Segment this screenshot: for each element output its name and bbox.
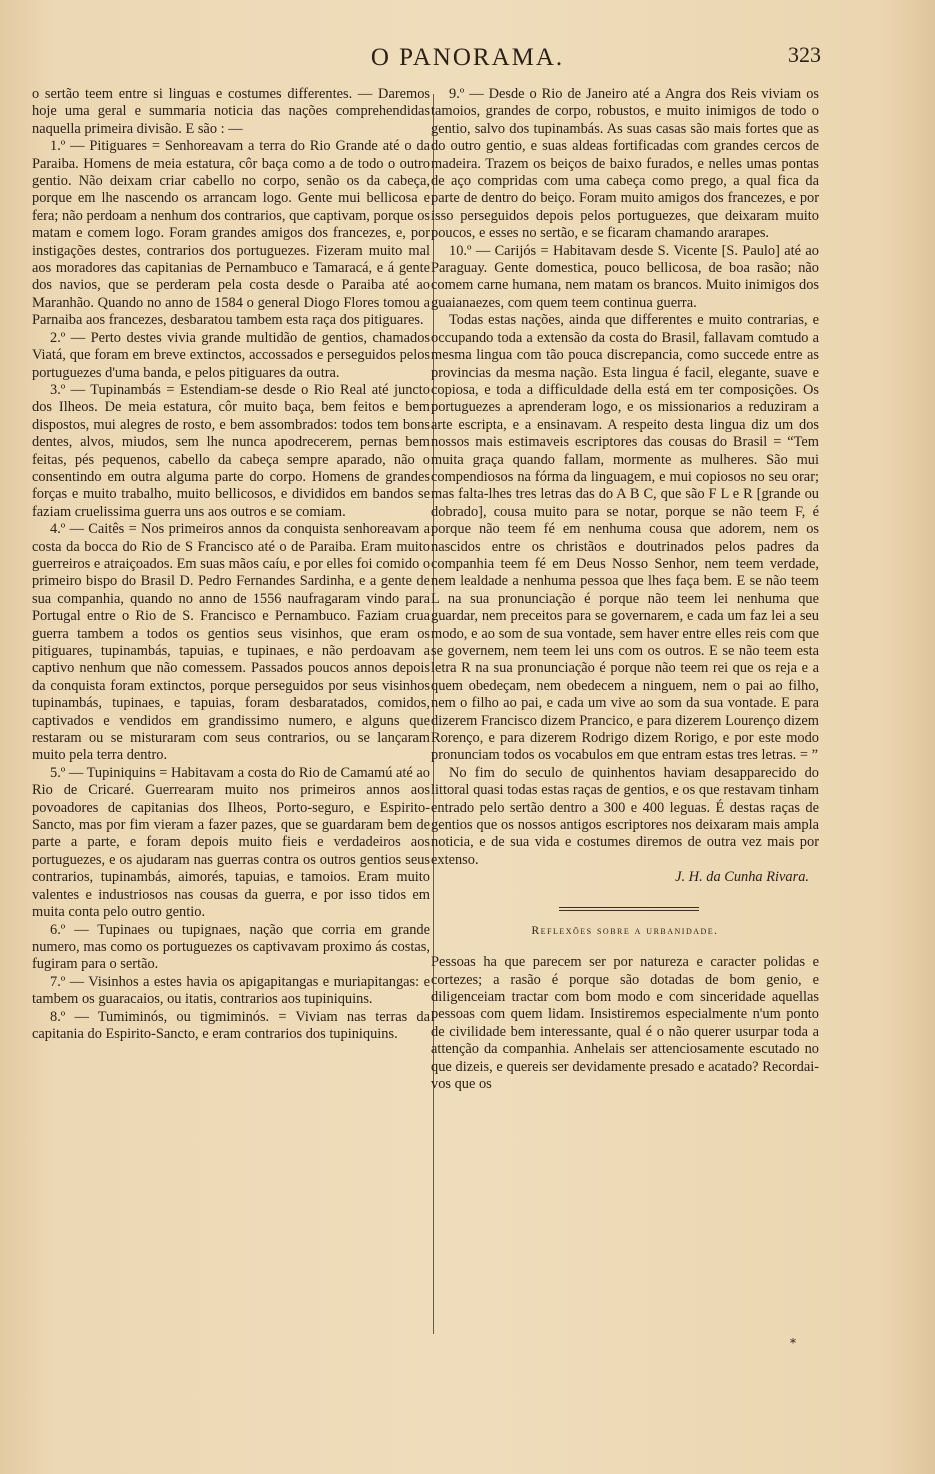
paragraph: o sertão teem entre si linguas e costumes differentes. — Daremos hoje uma geral e summaria noticia das nações comprehendidas naquella primeira divisão. E são : — [32,86,430,137]
left-column [32,86,430,1043]
footer-mark: * [790,1336,796,1350]
paragraph: 8.º — Tumiminós, ou tigmiminós. = Viviam nas terras da capitania do Espirito-Sancto, e eram contrarios dos tupiniquins. [32,1008,430,1042]
paragraph: No fim do seculo de quinhentos haviam desapparecido do littoral quasi todas estas raças de gentios, e os que restavam tinham entrado pelo sertão dentro a 300 e 400 leguas. É destas raças de gentios que os nossos antigos escriptores nos deixaram mais ampla noticia, e de sua vida e costumes diremos de outra vez mais por extenso. [431,764,819,868]
paragraph: 6.º — Tupinaes ou tupignaes, nação que corria em grande numero, mas como os portuguezes os captivavam proximo ás costas, fugiram para o sertão. [32,921,430,973]
paragraph: Pessoas ha que parecem ser por natureza e caracter polidas e cortezes; a rasão é porque são dotadas de bom genio, e diligenceiam tractar com bom modo e com sinceridade aquellas pessoas com quem lidam. Insistiremos especialmente n'um ponto de civilidade bem interessante, qual é o não querer usurpar toda a attenção da companhia. Anhelais ser attenciosamente escutado no que dizeis, e quereis ser devidamente presado e acatado? Recordai-vos que os [431,954,819,1092]
paragraph: 7.º — Visinhos a estes havia os apigapitangas e muriapitangas: e tambem os guaracaios, ou itatis, contrarios aos tupiniquins. [32,973,430,1008]
page-number: 323 [788,42,821,67]
paragraph: 5.º — Tupiniquins = Habitavam a costa do Rio de Camamú até ao Rio de Cricaré. Guerrearam muito nos primeiros annos aos povoadores de capitanias dos Ilheos, Porto-seguro, e Espirito-Sancto, mas por fim vieram a fazer pazes, que se guardaram bem de parte a parte, e foram depois muito fieis e verdadeiros aos portuguezes, e os ajudaram nas guerras contra os outros gentios seus contrarios, tupinambás, aimorés, tapuias, e tamoios. Eram muito valentes e industriosos nas cousas da guerra, e por isso tidos em muita conta pelo outro gentio. [32,764,430,921]
paragraph: Todas estas nações, ainda que differentes e muito contrarias, e occupando toda a extensão da costa do Brasil, fallavam comtudo a mesma lingua com tão pouca discrepancia, como succede entre as provincias da mesma nação. Esta lingua é facil, elegante, suave e copiosa, e toda a difficuldade della está em ter composições. Os portuguezes a aprenderam logo, e os missionarios a reduziram a arte escripta, e a ensinavam. A respeito desta lingua diz um dos nossos mais estimaveis escriptores das cousas do Brasil = “Tem muita graça quando fallam, mormente as mulheres. São mui compendiosos na fórma da linguagem, e mui copiosos no seu orar; mas falta-lhes tres letras das do A B C, que são F L e R [grande ou dobrado], cousa muito para se notar, porque se não teem F, é porque não teem fé em nenhuma cousa que adorem, nem os nascidos entre os christãos e doutrinados pelos padres da companhia teem fé em Deus Nosso Senhor, nem teem verdade, nem lealdade a nenhuma pessoa que lhes faça bem. E se não teem L na sua pronunciação é porque não teem lei nenhuma que guardar, nem preceitos para se governarem, e cada um faz lei a seu modo, e ao som de sua vontade, sem haver entre elles reis com que se governem, nem teem lei uns com os outros. E se não teem esta letra R na sua pronunciação é porque não teem rei que os reja e a quem obedeçam, nem obedecem a ninguem, nem o pai ao filho, nem o filho ao pai, e cada um vive ao som da sua vontade. E para dizerem Francisco dizem Prancico, e para dizerem Lourenço dizem Rorenço, e para dizerem Rodrigo dizem Rorigo, e por este modo pronunciam todos os vocabulos em que entram estas tres letras. = ” [431,312,819,764]
section-title: Reflexões sobre a urbanidade. [531,924,719,937]
paragraph: 2.º — Perto destes vivia grande multidão de gentios, chamados Viatá, que foram em breve extinctos, accossados e perseguidos pelos portuguezes d'uma banda, e pelos pitiguares da outra. [32,329,430,381]
author-signature: J. H. da Cunha Rivara. [675,869,809,886]
publication-title: O PANORAMA. [370,44,565,71]
paragraph: 1.º — Pitiguares = Senhoreavam a terra do Rio Grande até o da Paraiba. Homens de meia estatura, côr baça como a de todo o outro gentio. Não deixam criar cabello no corpo, senão os da cabeça, porque em lhe nascendo os arrancam logo. Gente mui bellicosa e fera; não perdoam a nenhum dos contrarios, que captivam, porque os matam e comem logo. Foram grandes amigos dos francezes, e, por instigações destes, contrarios dos portuguezes. Fizeram muito mal aos moradores das capitanias de Pernambuco e Tamaracá, e á gente dos navios, que se perderam pela costa desde o Paraiba até ao Maranhão. Quando no anno de 1584 o general Diogo Flores tomou a Parnaiba aos francezes, desbaratou tambem esta raça dos pitiguares. [32,138,430,329]
paragraph: 9.º — Desde o Rio de Janeiro até a Angra dos Reis viviam os tamoios, grandes de corpo, robustos, e muito inimigos de todo o gentio, salvo dos tupinambás. As suas casas são mais fortes que as do outro gentio, e suas aldeas fortificadas com grandes cercos de madeira. Trazem os beiços de baixo furados, e nelles umas pontas de aço compridas com uma cabeça como prego, a qual fica da parte de dentro do beiço. Foram muito amigos dos francezes, e por isso perseguidos depois pelos portuguezes, que deixaram muito poucos, e esses no sertão, e se ficaram chamando ararapes. [431,86,819,242]
paragraph: 3.º — Tupinambás = Estendiam-se desde o Rio Real até juncto dos Ilheos. De meia estatura, côr muito baça, bem feitos e bem dispostos, mui alegres de rosto, e bem assombrados: todos tem bons dentes, alvos, miudos, sem lhe nunca apodrecerem, pernas bem feitas, pés pequenos, cabello da cabeça sempre aparado, não o consentindo em outra alguma parte do corpo. Homens de grandes forças e muito trabalho, muito bellicosos, e divididos em bandos se faziam cruelissima guerra uns aos outros e se comiam. [32,381,430,520]
right-column [431,86,819,1093]
paragraph: 10.º — Carijós = Habitavam desde S. Vicente [S. Paulo] até ao Paraguay. Gente domestica, pouco bellicosa, de boa rasão; não comem carne humana, nem matam os brancos. Muito inimigos dos guaianaezes, com quem teem continua guerra. [431,242,819,311]
paragraph: 4.º — Caitês = Nos primeiros annos da conquista senhoreavam a costa da bocca do Rio de S Francisco até o de Paraiba. Eram muito guerreiros e atraiçoados. Em suas mãos caíu, e por elles foi comido o primeiro bispo do Brasil D. Pedro Fernandes Sardinha, e a gente de sua companhia, quando no anno de 1556 naufragaram vindo para Portugal entre o Rio de S. Francisco e Pernambuco. Faziam crua guerra tambem a todos os gentios seus visinhos, que eram os pitiguares, tupinambás, tapuias, e tupinaes, e não perdoavam a captivo nenhum que não comessem. Passados poucos annos depois da conquista foram extinctos, porque perseguidos por seus visinhos tupinambás, tupinaes, e tapuias, foram desbaratados, comidos, captivados e vendidos em grandissimo numero, e alguns que restaram ou se misturaram com seus contrarios, ou se lançaram muito pela terra dentro. [32,521,431,764]
page-header [0,38,935,78]
section-separator [431,901,819,917]
